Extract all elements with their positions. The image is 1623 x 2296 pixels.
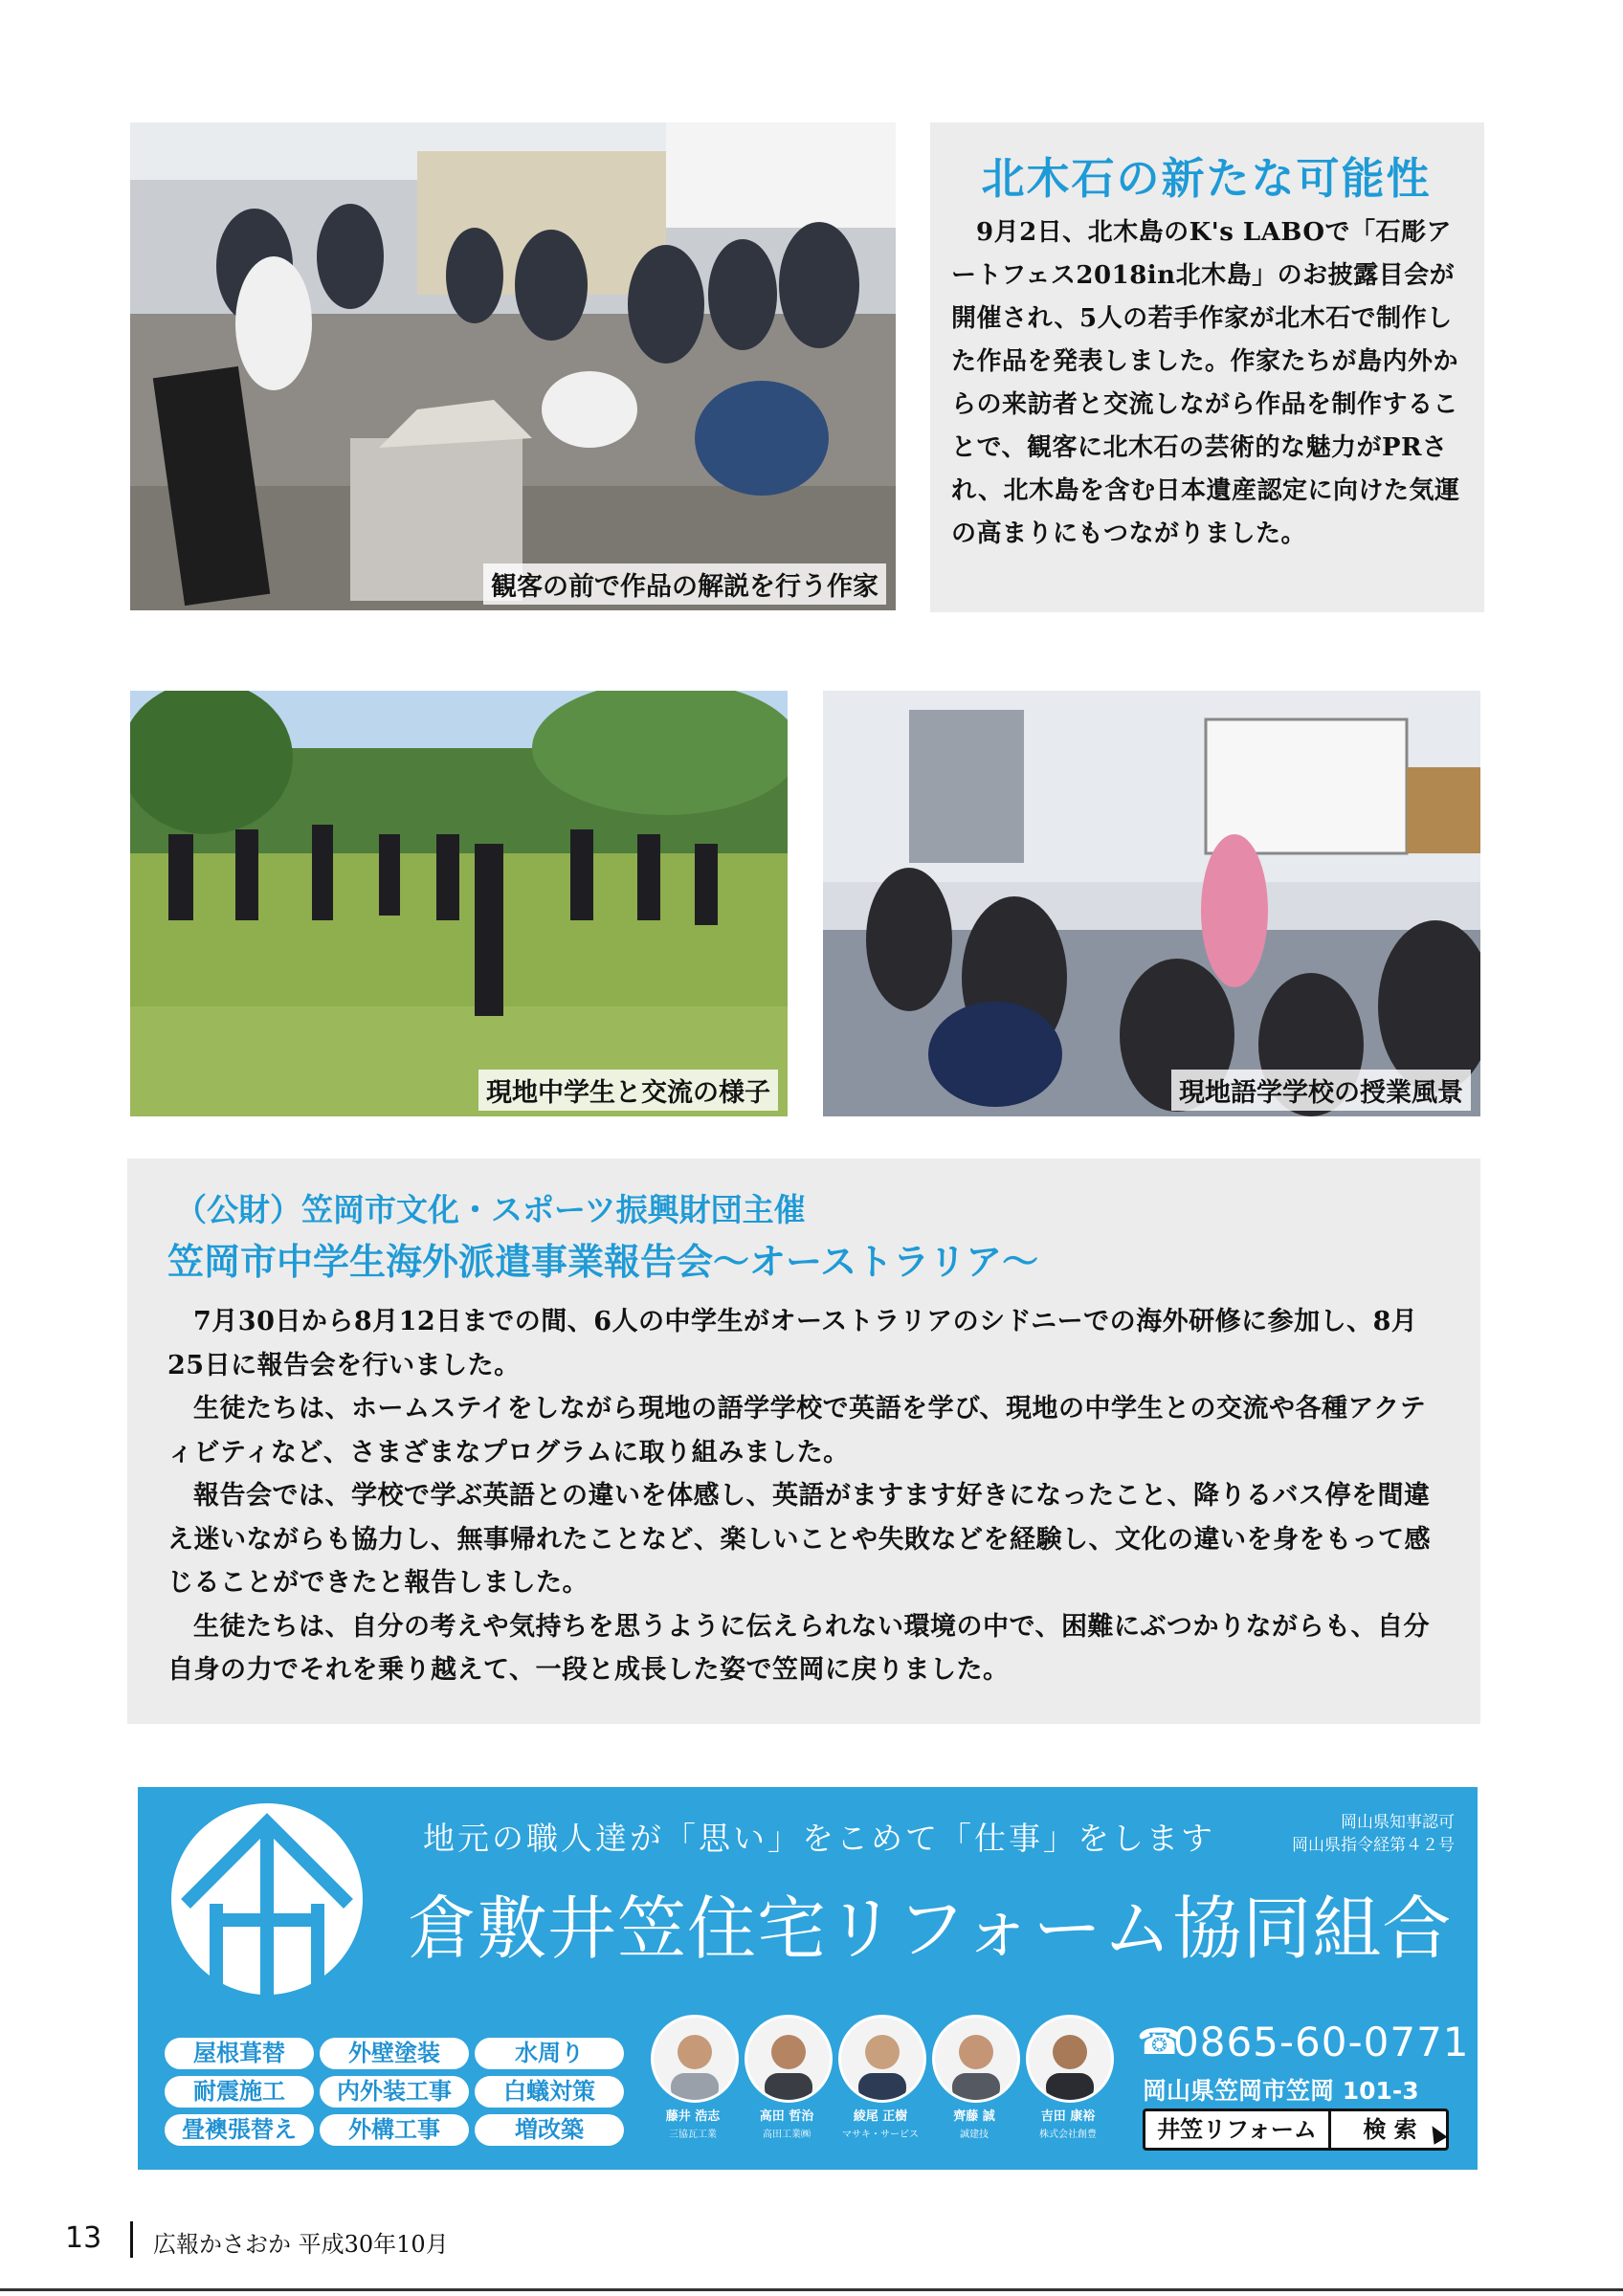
article-subtitle: （公財）笠岡市文化・スポーツ振興財団主催: [175, 1191, 806, 1228]
service-extension: 増改築: [475, 2114, 624, 2146]
member-photo: [838, 2015, 926, 2103]
service-termite: 白蟻対策: [475, 2076, 624, 2108]
article-body: 7月30日から8月12日までの間、6人の中学生がオーストラリアのシドニーでの海外研修に参加し、8月25日に報告会を行いました。 生徒たちは、ホームステイをしながら現地の語学学校で英語を学び、現地の中学生との交流や各種アクティビティなど、さまざまなプログラムに取り組みました。 報告会では、学校で学ぶ英語との違いを体感し、英語がますます好きになったこと、降りるバス停を間違え迷いながらも協力し、無事帰れたことなど、楽しいことや失敗などを経験し、文化の違いを身をもって感じることができたと報告しました。 生徒たちは、自分の考えや気持ちを思うように伝えられない環境の中で、困難にぶつかりながらも、自分自身の力でそれを乗り越えて、一段と成長した姿で笠岡に戻りました。: [167, 1307, 1431, 1685]
cooperative-name: 倉敷井笠住宅リフォーム協同組合: [408, 1888, 1453, 1969]
member-name: 藤井 浩志: [665, 2109, 721, 2124]
service-exterior-paint: 外壁塗装: [320, 2038, 469, 2069]
page-number: 13: [65, 2221, 102, 2255]
service-roof: 屋根葺替: [165, 2038, 314, 2069]
address: 岡山県笠岡市笠岡 101-3: [1143, 2077, 1419, 2105]
member-photo: [1026, 2015, 1114, 2103]
photo-artist-explaining: [130, 122, 896, 610]
phone-number: 0865-60-0771: [1173, 2019, 1470, 2065]
service-seismic: 耐震施工: [165, 2076, 314, 2108]
photo-exchange-students: [130, 691, 788, 1116]
footer-rule: [0, 2288, 1623, 2291]
license-line-2: 岡山県指令経第４２号: [1292, 1836, 1455, 1855]
member-name: 高田 哲治: [759, 2109, 814, 2124]
member-photo: [745, 2015, 833, 2103]
member-name: 吉田 康裕: [1040, 2109, 1096, 2124]
service-exterior-works: 外構工事: [320, 2114, 469, 2146]
service-tatami: 畳襖張替え: [165, 2114, 314, 2146]
photo-language-school: [823, 691, 1480, 1116]
service-interior: 内外装工事: [320, 2076, 469, 2108]
member-company: 株式会社創豊: [1039, 2130, 1097, 2140]
article-overseas-report: [127, 1159, 1480, 1724]
member-company: マサキ・サービス: [842, 2130, 919, 2140]
footer-divider: [130, 2221, 133, 2258]
member-name: 綾尾 正樹: [853, 2109, 908, 2124]
advertisement: [138, 1787, 1478, 2170]
member-company: 高田工業㈱: [763, 2130, 811, 2140]
article-body: 9月2日、北木島のK's LABOで「石彫アートフェス2018in北木島」のお披露目会が開催され、5人の若手作家が北木石で制作した作品を発表しました。作家たちが島内外からの来訪者と交流しながら作品を制作することで、観客に北木石の芸術的な魅力がPRされ、北木島を含む日本遺産認定に向けた気運の高まりにもつながりました。: [951, 218, 1460, 548]
article-kitagi-stone: [930, 122, 1484, 612]
search-box[interactable]: [1143, 2108, 1449, 2151]
search-text: 井笠リフォーム: [1145, 2111, 1331, 2148]
publication-name: 広報かさおか 平成30年10月: [153, 2231, 449, 2258]
ad-tagline: 地元の職人達が「思い」をこめて「仕事」をします: [423, 1820, 1215, 1857]
phone-icon: ☎: [1137, 2020, 1183, 2063]
photo-caption: 観客の前で作品の解説を行う作家: [483, 563, 886, 605]
search-button[interactable]: 検 索: [1363, 2116, 1417, 2143]
member-photo: [932, 2015, 1020, 2103]
member-name: 齊藤 誠: [953, 2109, 995, 2124]
photo-caption: 現地語学学校の授業風景: [1171, 1070, 1471, 1111]
license-line-1: 岡山県知事認可: [1341, 1813, 1455, 1832]
member-company: 三協瓦工業: [669, 2130, 717, 2140]
article-title: 北木石の新たな可能性: [981, 153, 1432, 204]
cooperative-logo: [167, 1799, 367, 1999]
article-title: 笠岡市中学生海外派遣事業報告会〜オーストラリア〜: [167, 1241, 1039, 1283]
photo-caption: 現地中学生と交流の様子: [478, 1070, 778, 1111]
member-photo: [651, 2015, 739, 2103]
member-company: 誠建技: [960, 2130, 989, 2140]
service-plumbing: 水周り: [475, 2038, 624, 2069]
